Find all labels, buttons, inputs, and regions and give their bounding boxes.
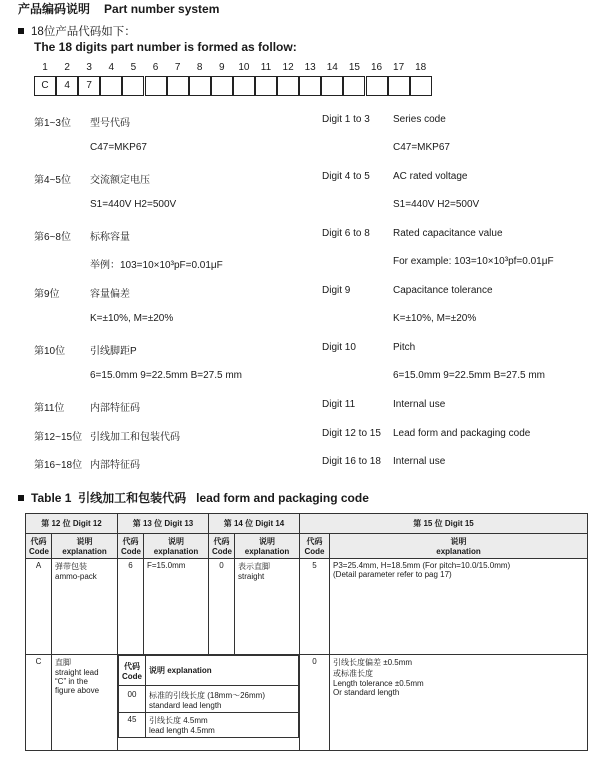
spec-en-name: Internal use (393, 456, 446, 467)
explanation-header: 说明 explanation (144, 534, 209, 559)
spec-en-position: Digit 10 (322, 342, 356, 353)
spec-en-position: Digit 12 to 15 (322, 427, 381, 439)
spec-cn-position: 第16~18位 (34, 460, 83, 471)
spec-cn-position: 第10位 (34, 346, 66, 357)
spec-en-position: Digit 6 to 8 (322, 228, 370, 239)
digit-number: 7 (174, 62, 181, 73)
subtitle-cn (18, 23, 136, 39)
digit-number: 8 (196, 62, 203, 73)
spec-cn-name: 内部特征码 (90, 403, 140, 414)
lead-form-table (25, 513, 588, 751)
group-digit-15: 第 15 位 Digit 15 (300, 514, 588, 534)
bullet-square-icon (18, 28, 24, 34)
lead-length-subtable (118, 655, 299, 738)
title-cn: 产品编码说明 (18, 2, 91, 16)
spec-en-position: Digit 4 to 5 (322, 171, 370, 182)
digit-box: C (34, 76, 56, 96)
table-row (26, 559, 588, 655)
d15-code: 0 (300, 655, 330, 751)
digit-box (410, 76, 432, 96)
spec-cn-detail: S1=440V H2=500V (90, 199, 177, 210)
digit-box: 4 (56, 76, 78, 96)
spec-cn-name: 内部特征码 (90, 460, 140, 471)
spec-en-name: Pitch (393, 342, 416, 353)
digit-box (211, 76, 233, 96)
d13-code: 6 (118, 559, 144, 655)
spec-en-detail: C47=MKP67 (393, 142, 450, 153)
spec-en-name: AC rated voltage (393, 171, 468, 182)
explanation-header: 说明 explanation (52, 534, 118, 559)
spec-cn-name: 引线脚距P (90, 346, 137, 357)
bullet-square-icon (18, 495, 24, 501)
spec-en-name: Rated capacitance value (393, 228, 503, 239)
sub-code-header: 代码 Code (119, 656, 146, 686)
spec-cn-name: 容量偏差 (90, 289, 130, 300)
digit-number: 12 (282, 62, 294, 73)
spec-cn-name: 交流额定电压 (90, 175, 150, 186)
sub-code: 45 (119, 713, 146, 738)
spec-en-name: Series code (393, 114, 446, 125)
digit-box (122, 76, 144, 96)
digit-box: 7 (78, 76, 100, 96)
table1-title-en: lead form and packaging code (196, 491, 369, 505)
d13-d14-subtable-cell (118, 655, 300, 751)
digit-number: 4 (108, 62, 115, 73)
digit-box (343, 76, 365, 96)
spec-cn-position: 第4~5位 (34, 175, 71, 186)
d14-code: 0 (209, 559, 235, 655)
spec-cn-name: 引线加工和包装代码 (90, 431, 180, 443)
spec-en-detail: S1=440V H2=500V (393, 199, 480, 210)
spec-en-name: Lead form and packaging code (393, 427, 531, 439)
spec-cn-detail: C47=MKP67 (90, 142, 147, 153)
table-row (26, 655, 588, 751)
spec-en-name: Capacitance tolerance (393, 285, 493, 296)
sub-code: 00 (119, 686, 146, 713)
d15-explanation: P3=25.4mm, H=18.5mm (For pitch=10.0/15.0mm) (Detail parameter refer to pag 17) (330, 559, 588, 655)
digit-number: 17 (393, 62, 405, 73)
digit-box (100, 76, 122, 96)
digit-number: 3 (86, 62, 92, 73)
d12-explanation: 直脚 straight lead “C” in the figure above (52, 655, 118, 751)
group-digit-12: 第 12 位 Digit 12 (26, 514, 118, 534)
digit-number: 5 (130, 62, 137, 73)
digit-box (145, 76, 167, 96)
digit-box (321, 76, 343, 96)
subtitle-en: The 18 digits part number is formed as follow: (34, 40, 297, 54)
table1-prefix: Table 1 (31, 491, 72, 505)
code-header: 代码 Code (209, 534, 235, 559)
digit-box (233, 76, 255, 96)
digit-box (189, 76, 211, 96)
spec-en-detail: For example: 103=10×10³pf=0.01μF (393, 256, 554, 267)
digit-number: 10 (238, 62, 250, 73)
sub-explanation: 标准的引线长度 (18mm～26mm) standard lead length (146, 686, 299, 713)
spec-en-position: Digit 9 (322, 285, 351, 296)
code-header: 代码 Code (118, 534, 144, 559)
d12-explanation: 弹带包装 ammo-pack (52, 559, 118, 655)
spec-en-position: Digit 16 to 18 (322, 456, 381, 467)
digit-number: 18 (415, 62, 427, 73)
spec-cn-name: 标称容量 (90, 232, 130, 243)
digit-box (167, 76, 189, 96)
code-header: 代码 Code (26, 534, 52, 559)
digit-number: 9 (219, 62, 225, 73)
spec-cn-detail: 举例：103=10×10³pF=0.01μF (90, 260, 223, 271)
spec-cn-position: 第11位 (34, 403, 65, 414)
spec-en-name: Internal use (393, 399, 446, 410)
sub-explanation-header: 说明 explanation (146, 656, 299, 686)
digit-number: 6 (152, 62, 159, 73)
digit-number: 15 (348, 62, 360, 73)
explanation-header: 说明 explanation (235, 534, 300, 559)
d15-explanation: 引线长度偏差 ±0.5mm 或标准长度 Length tolerance ±0.5mm Or standard length (330, 655, 588, 751)
title-en: Part number system (104, 2, 220, 16)
digit-number: 1 (42, 62, 48, 73)
spec-cn-detail: 6=15.0mm 9=22.5mm B=27.5 mm (90, 370, 243, 381)
explanation-header: 说明 explanation (330, 534, 588, 559)
digit-box (277, 76, 299, 96)
table1-title (18, 489, 369, 506)
d13-explanation: F=15.0mm (144, 559, 209, 655)
code-header: 代码 Code (300, 534, 330, 559)
spec-en-detail: K=±10%, M=±20% (393, 313, 477, 324)
spec-cn-name: 型号代码 (90, 118, 130, 129)
d12-code: C (26, 655, 52, 751)
spec-cn-position: 第6~8位 (34, 232, 71, 243)
sub-explanation: 引线长度 4.5mm lead length 4.5mm (146, 713, 299, 738)
digit-box (299, 76, 321, 96)
spec-en-position: Digit 11 (322, 399, 356, 410)
group-digit-13: 第 13 位 Digit 13 (118, 514, 209, 534)
group-digit-14: 第 14 位 Digit 14 (209, 514, 300, 534)
spec-cn-position: 第1~3位 (34, 118, 71, 129)
d15-code: 5 (300, 559, 330, 655)
subtitle-cn-text: 18位产品代码如下： (31, 26, 136, 38)
table1-title-cn: 引线加工和包装代码 (78, 491, 187, 505)
digit-number: 16 (370, 62, 383, 73)
d14-explanation: 表示直脚 straight (235, 559, 300, 655)
digit-number: 2 (64, 62, 70, 73)
digit-number: 11 (260, 62, 272, 73)
digit-number: 14 (326, 62, 338, 73)
digit-box (255, 76, 277, 96)
spec-en-position: Digit 1 to 3 (322, 114, 370, 125)
page-title (18, 0, 219, 17)
digit-number: 13 (304, 62, 316, 73)
spec-cn-detail: K=±10%, M=±20% (90, 313, 174, 324)
spec-en-detail: 6=15.0mm 9=22.5mm B=27.5 mm (393, 370, 546, 381)
spec-cn-position: 第12~15位 (34, 431, 83, 443)
d12-code: A (26, 559, 52, 655)
digit-box (366, 76, 388, 96)
digit-box (388, 76, 410, 96)
spec-cn-position: 第9位 (34, 289, 60, 300)
